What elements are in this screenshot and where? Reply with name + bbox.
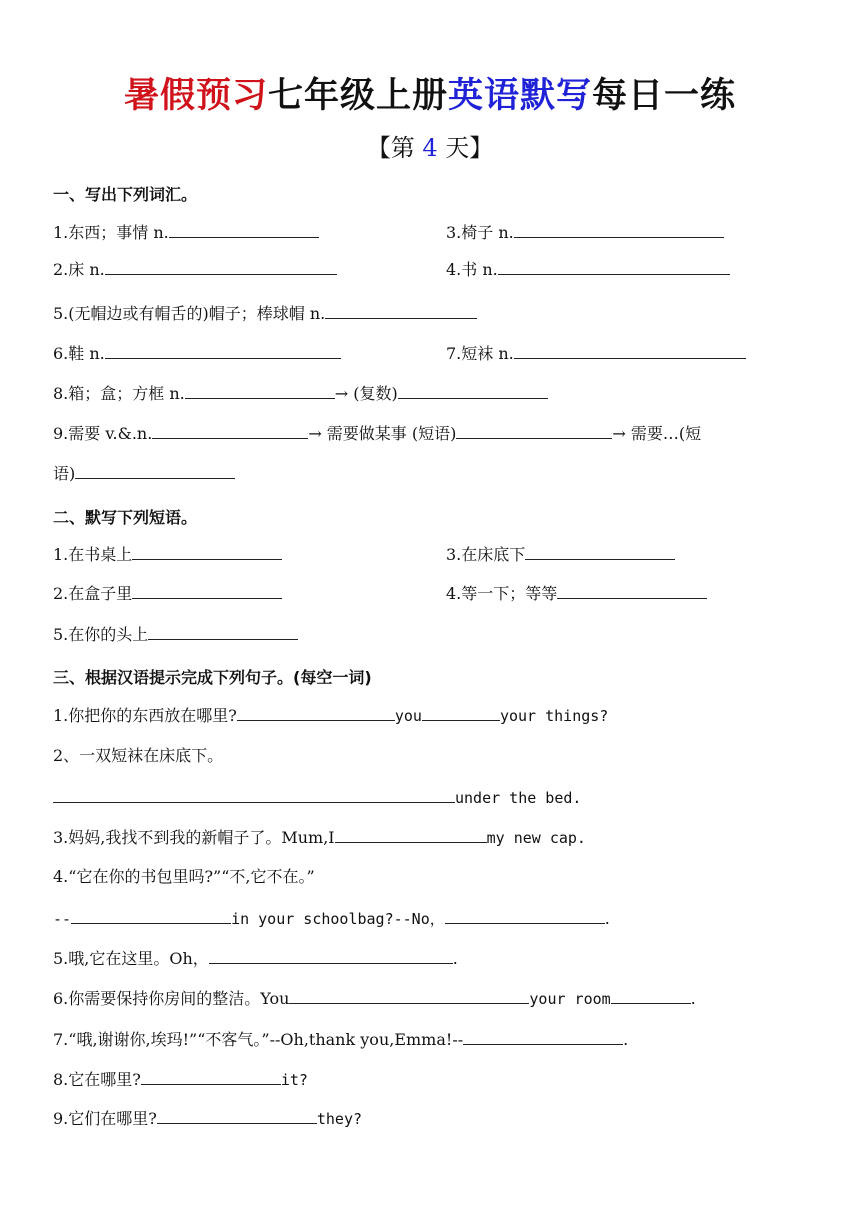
sentence-7: 7.“哦,谢谢你,埃玛!”“不客气。”--Oh,thank you,Emma!-- . xyxy=(53,1030,629,1049)
phrase-item-5: 5.在你的头上 xyxy=(53,624,298,645)
vocab-item-2: 2.床 n. xyxy=(53,259,337,280)
worksheet-title xyxy=(0,68,860,118)
sentence-5: 5.哦,它在这里。Oh， . xyxy=(53,949,458,968)
vocab-item-3: 3.椅子 n. xyxy=(446,222,724,243)
answer-blank[interactable] xyxy=(498,259,730,275)
answer-blank[interactable] xyxy=(335,827,487,843)
vocab-item-1: 1.东西；事情 n. xyxy=(53,222,319,243)
title-part-summer-preview: 暑假预习 xyxy=(123,76,268,116)
answer-blank[interactable] xyxy=(422,705,500,721)
sentence-9: 9.它们在哪里? they? xyxy=(53,1109,363,1128)
answer-blank[interactable] xyxy=(157,1108,317,1124)
vocab-item-8: 8.箱；盒；方框 n. → (复数) xyxy=(53,383,548,404)
phrase-item-3: 3.在床底下 xyxy=(446,544,675,565)
vocab-item-9-cont: 语) xyxy=(53,463,235,484)
answer-blank[interactable] xyxy=(185,383,335,399)
sentence-4-answer: -- in your schoolbag?--No， . xyxy=(53,909,610,928)
answer-blank[interactable] xyxy=(557,583,707,599)
answer-blank[interactable] xyxy=(105,343,341,359)
answer-blank[interactable] xyxy=(169,222,319,238)
phrase-item-1: 1.在书桌上 xyxy=(53,544,282,565)
vocab-item-6: 6.鞋 n. xyxy=(53,343,341,364)
sentence-1: 1.你把你的东西放在哪里? you your things? xyxy=(53,706,609,725)
vocab-item-4: 4.书 n. xyxy=(446,259,730,280)
title-part-grade: 七年级上册 xyxy=(267,76,448,116)
answer-blank[interactable] xyxy=(148,624,298,640)
answer-blank[interactable] xyxy=(611,988,691,1004)
sentence-2-prompt: 2、一双短袜在床底下。 xyxy=(53,746,224,765)
sentence-2-answer: under the bed. xyxy=(53,787,581,808)
section-heading-sentences: 三、根据汉语提示完成下列句子。(每空一词) xyxy=(53,668,372,687)
answer-blank[interactable] xyxy=(75,463,235,479)
answer-blank[interactable] xyxy=(53,787,455,803)
day-label: 【第 4 天】 xyxy=(366,134,494,162)
answer-blank[interactable] xyxy=(398,383,548,399)
answer-blank[interactable] xyxy=(514,222,724,238)
answer-blank[interactable] xyxy=(463,1029,623,1045)
answer-blank[interactable] xyxy=(105,259,337,275)
answer-blank[interactable] xyxy=(445,908,605,924)
phrase-item-4: 4.等一下；等等 xyxy=(446,583,707,604)
answer-blank[interactable] xyxy=(289,988,529,1004)
answer-blank[interactable] xyxy=(237,705,395,721)
answer-blank[interactable] xyxy=(132,544,282,560)
title-part-dictation: 英语默写 xyxy=(448,76,593,116)
phrase-item-2: 2.在盒子里 xyxy=(53,583,282,604)
answer-blank[interactable] xyxy=(325,303,477,319)
sentence-3: 3.妈妈,我找不到我的新帽子了。Mum,I my new cap. xyxy=(53,828,586,847)
title-part-daily: 每日一练 xyxy=(592,76,737,116)
answer-blank[interactable] xyxy=(71,908,231,924)
section-heading-vocabulary: 一、写出下列词汇。 xyxy=(53,185,198,204)
sentence-4-prompt: 4.“它在你的书包里吗?”“不,它不在。” xyxy=(53,867,315,886)
answer-blank[interactable] xyxy=(152,423,308,439)
section-heading-phrases: 二、默写下列短语。 xyxy=(53,508,198,527)
answer-blank[interactable] xyxy=(141,1069,281,1085)
answer-blank[interactable] xyxy=(525,544,675,560)
vocab-item-5: 5.(无帽边或有帽舌的)帽子；棒球帽 n. xyxy=(53,303,477,324)
answer-blank[interactable] xyxy=(209,948,453,964)
sentence-8: 8.它在哪里? it? xyxy=(53,1070,308,1089)
day-number: 4 xyxy=(422,134,438,162)
answer-blank[interactable] xyxy=(514,343,746,359)
sentence-6: 6.你需要保持你房间的整洁。You your room . xyxy=(53,989,696,1008)
vocab-item-7: 7.短袜 n. xyxy=(446,343,746,364)
answer-blank[interactable] xyxy=(132,583,282,599)
answer-blank[interactable] xyxy=(456,423,612,439)
vocab-item-9: 9.需要 v.&.n. → 需要做某事 (短语) → 需要…(短 xyxy=(53,424,702,443)
